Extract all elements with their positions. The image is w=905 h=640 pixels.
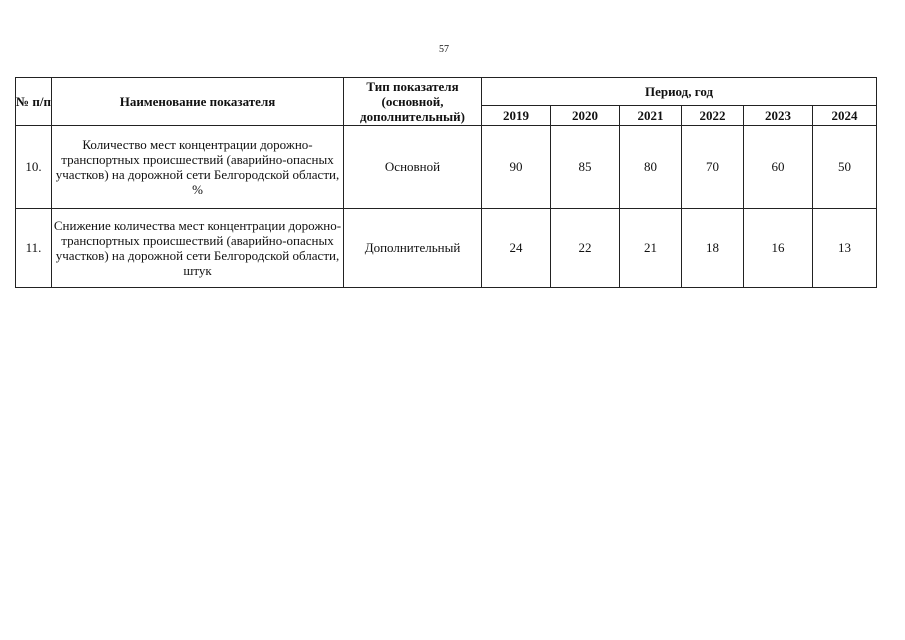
header-year: 2020 [551, 106, 620, 126]
table-row [16, 209, 877, 288]
header-year: 2019 [482, 106, 551, 126]
row-index: 11. [16, 209, 52, 288]
row-value: 80 [620, 126, 682, 209]
header-index: № п/п [16, 78, 52, 126]
row-value: 22 [551, 209, 620, 288]
header-year: 2021 [620, 106, 682, 126]
row-indicator-name: Количество мест концентрации дорожно-транспортных происшествий (аварийно-опасных участков) на дорожной сети Белгородской области, % [52, 126, 344, 209]
row-value: 70 [682, 126, 744, 209]
row-value: 21 [620, 209, 682, 288]
row-value: 85 [551, 126, 620, 209]
row-indicator-type: Основной [344, 126, 482, 209]
table-row [16, 126, 877, 209]
header-type: Тип показателя (основной, дополнительный) [344, 78, 482, 126]
header-period: Период, год [482, 78, 877, 106]
header-name: Наименование показателя [52, 78, 344, 126]
row-indicator-name: Снижение количества мест концентрации дорожно-транспортных происшествий (аварийно-опасных участков) на дорожной сети Белгородской области, штук [52, 209, 344, 288]
header-year: 2022 [682, 106, 744, 126]
row-value: 60 [744, 126, 813, 209]
row-index: 10. [16, 126, 52, 209]
page-number: 57 [439, 44, 449, 55]
row-value: 16 [744, 209, 813, 288]
row-value: 24 [482, 209, 551, 288]
row-value: 18 [682, 209, 744, 288]
row-value: 50 [813, 126, 877, 209]
header-year: 2024 [813, 106, 877, 126]
header-year: 2023 [744, 106, 813, 126]
row-value: 13 [813, 209, 877, 288]
indicators-table [15, 77, 877, 288]
row-value: 90 [482, 126, 551, 209]
row-indicator-type: Дополнительный [344, 209, 482, 288]
